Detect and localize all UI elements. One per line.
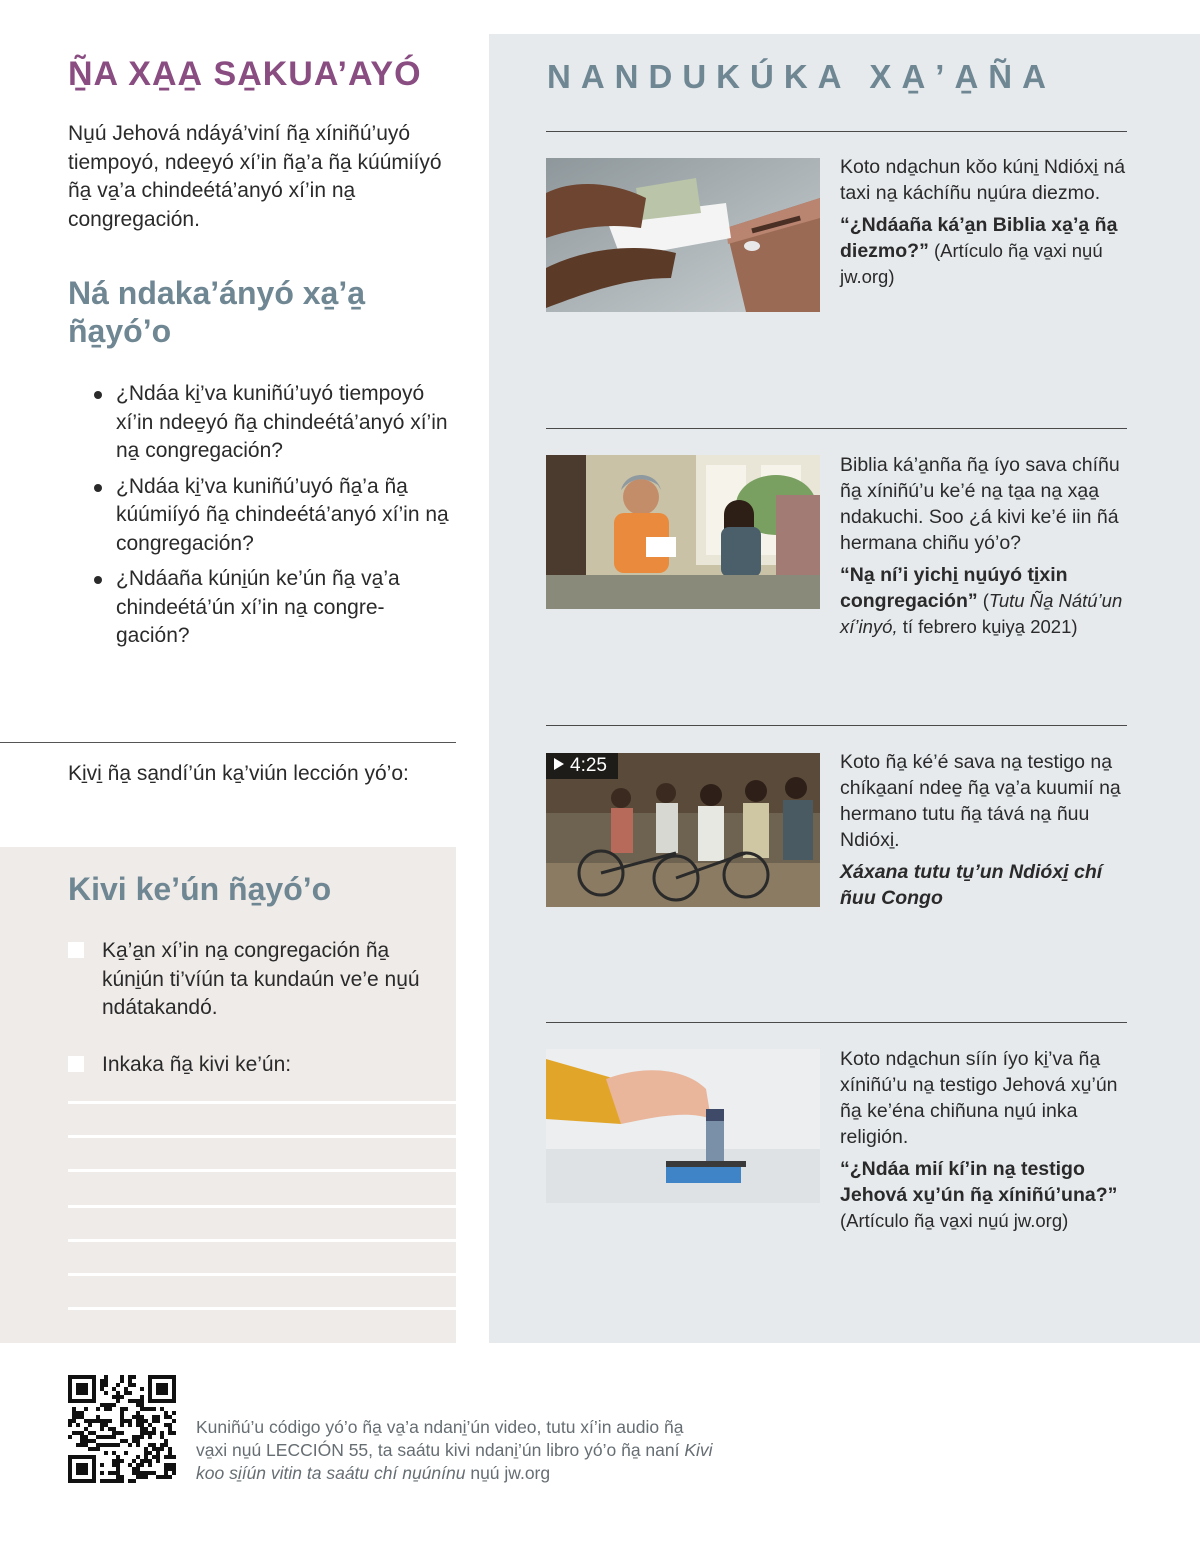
resource-title[interactable]: “Na̱ ní’i yichi̱ nu̱úyó ti̱xin congregación” [840, 564, 1068, 612]
write-line[interactable] [68, 1135, 456, 1138]
summary-title: Ṉ̃A XA̱A̱ SA̱KUA’AYÓ [68, 55, 422, 93]
goals-box [0, 847, 456, 1343]
divider [546, 131, 1127, 132]
goals-title: Kivi ke’ún ña̱yó’o [68, 871, 332, 907]
write-line[interactable] [68, 1101, 456, 1104]
explore-panel [489, 34, 1200, 1343]
resource-source: (Artículo ña̱ va̱xi nu̱ú jw.org) [840, 240, 1103, 287]
summary-text: Nu̱ú Jehová ndáyá’viní ña̱ xíniñú’uyó tiempoyó, ndee̱yó xí’in ña̱’a ña̱ kúúmiíyó ña̱ va̱’a chindeétá’anyó xí’in na̱ congregación. [68, 122, 442, 231]
resource-item [840, 154, 1130, 290]
resource-reference [840, 859, 1130, 911]
goal-item [68, 1051, 438, 1080]
goal-checkbox[interactable] [68, 1056, 84, 1072]
play-icon [554, 758, 564, 770]
review-questions [92, 380, 452, 658]
write-line[interactable] [68, 1205, 456, 1208]
footer-text: Kuniñú’u código yó’o ña̱ va̱’a ndani̱’ún video, tutu xí’in audio ña̱ va̱xi nu̱ú LECCIÓN 55, ta saátu kivi ndani̱’ún libro yó’o ña̱ naní Kivi koo si̱íún vitin ta saátu chí nu̱únínu nu̱ú jw.org [196, 1417, 713, 1483]
offering-envelope-image[interactable] [546, 158, 820, 312]
divider [546, 1022, 1127, 1023]
review-question: ¿Ndáa ki̱’va kuniñú’uyó tiempoyó xí’in ndee̱yó ña̱ chindeétá’anyó xí’in na̱ congregación? [92, 380, 452, 466]
resource-description: Biblia ká’a̱nña ña̱ íyo sava chíñu ña̱ xíniñú’u ke’é na̱ ta̱a na̱ xa̱a̱ ndakuchi. Soo ¿á kivi ke’é iin ñá hermana chiñu yó’o? [840, 454, 1120, 554]
resource-reference: “Na̱ ní’i yichi̱ nu̱úyó ti̱xin congregación” (Tutu Ña̱ Nátú’un xí’inyó, tí febrero ku̱iya̱ 2021) [840, 564, 1123, 637]
resource-title[interactable]: “¿Ndáa mií kí’in na̱ testigo Jehová xu̱’ún ña̱ xíniñú’una?” [840, 1158, 1118, 1206]
resource-title[interactable]: Xáxana tutu tu̱’un Ndióxi̱ chí ñuu Congo [840, 861, 1103, 909]
resource-reference [840, 1156, 1130, 1234]
resource-description: Koto nda̱chun síín íyo ki̱’va ña̱ xíniñú’u na̱ testigo Jehová xu̱’ún ña̱ ke’éna chiñuna nu̱ú inka religión. [840, 1048, 1118, 1148]
write-line[interactable] [68, 1307, 456, 1310]
review-question: ¿Ndáa ki̱’va kuniñú’uyó ña̱’a ña̱ kúúmiíyó ña̱ chindeétá’anyó xí’in na̱ congregación? [92, 473, 452, 559]
write-line[interactable] [68, 1239, 456, 1242]
resource-description: Koto nda̱chun kǒo kúni̱ Ndióxi̱ ná taxi na̱ káchíñu nu̱úra diezmo. [840, 156, 1126, 204]
write-line[interactable] [68, 1273, 456, 1276]
goal-text: Ka̱’a̱n xí’in na̱ congregación ña̱ kúni̱ún ti’víún ta kundaún ve’e nu̱ú ndátakandó. [102, 939, 420, 1019]
goal-text: Inkaka ña̱ kivi ke’ún: [102, 1053, 292, 1076]
review-question: ¿Ndáaña kúni̱ún ke’ún ña̱ va̱’a chindeétá’ún xí’in na̱ congre-gación? [92, 565, 452, 651]
women-bible-study-image[interactable] [546, 455, 820, 609]
divider [546, 428, 1127, 429]
goal-checkbox[interactable] [68, 942, 84, 958]
resource-item [840, 749, 1130, 911]
explore-title: NANDUKÚKA XA̱’A̱ÑA [547, 58, 1056, 95]
video-duration: 4:25 [570, 755, 607, 776]
resource-source-italic: Tutu Ña̱ Nátú’un xí’inyó, [840, 590, 1123, 637]
divider [546, 725, 1127, 726]
resource-item [840, 1046, 1130, 1234]
resource-description: Koto ña̱ ké’é sava na̱ testigo na̱ chíka̱aní ndee̱ ña̱ va̱’a kuumií na̱ hermano tutu ña̱ tává na̱ ñuu Ndióxi̱. [840, 751, 1121, 851]
review-title: Ná ndaka’ányó xa̱’a̱ ña̱yó’o [68, 275, 366, 349]
resource-source: (Artículo ña̱ va̱xi nu̱ú jw.org) [840, 1210, 1069, 1231]
resource-title[interactable]: “¿Ndáaña ká’a̱n Biblia xa̱’a̱ ña̱ diezmo?” [840, 214, 1118, 262]
divider [0, 742, 456, 743]
resource-source: tí febrero ku̱iya̱ 2021) [897, 616, 1078, 637]
resource-reference [840, 212, 1130, 290]
men-bicycles-image[interactable] [546, 753, 820, 907]
left-column [0, 0, 456, 1343]
video-duration-badge [546, 753, 618, 779]
donation-box-image[interactable] [546, 1049, 820, 1203]
qr-code[interactable] [68, 1375, 176, 1483]
write-line[interactable] [68, 1169, 456, 1172]
goal-item [68, 937, 438, 1023]
resource-item [840, 452, 1130, 640]
completion-date-label: Ki̱vi̱ ña̱ sa̱ndí’ún ka̱’viún lección yó’o: [68, 762, 409, 785]
